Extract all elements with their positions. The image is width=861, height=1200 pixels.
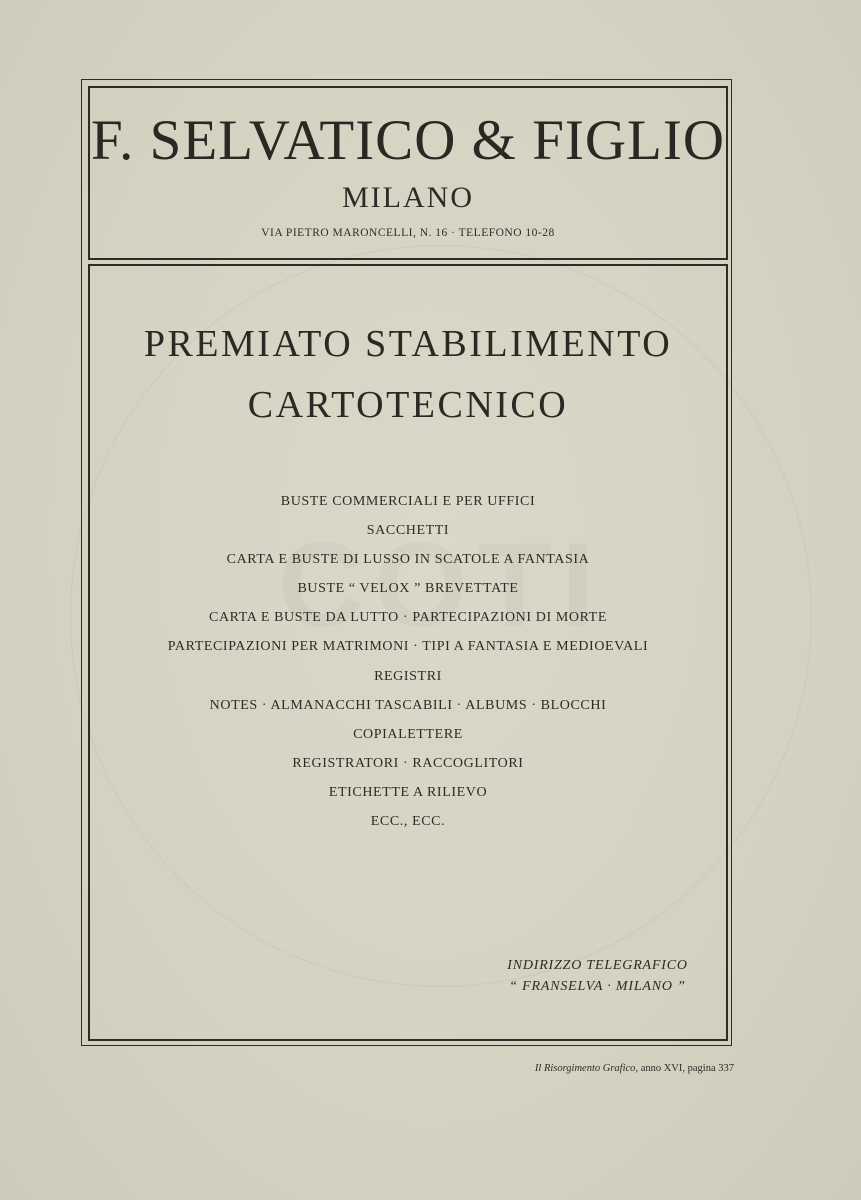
headline-line-1: PREMIATO STABILIMENTO	[143, 323, 673, 365]
product-list	[0, 494, 816, 843]
product-item: BUSTE “ VELOX ” BREVETTATE	[297, 581, 519, 597]
product-item: SACCHETTI	[366, 523, 450, 539]
issue-info: anno XVI, pagina 337	[640, 1063, 734, 1074]
product-item: NOTES · ALMANACCHI TASCABILI · ALBUMS · BLOCCHI	[209, 697, 607, 713]
city-name: MILANO	[342, 181, 474, 214]
product-item: REGISTRI	[374, 668, 442, 684]
company-name: F. SELVATICO & FIGLIO	[90, 109, 726, 172]
telegraph-block	[440, 958, 755, 1000]
headline-line-2: CARTOTECNICO	[247, 384, 569, 426]
page-footer	[535, 1064, 734, 1075]
product-item: ETICHETTE A RILIEVO	[328, 784, 488, 800]
product-item: CARTA E BUSTE DI LUSSO IN SCATOLE A FANTASIA	[226, 552, 590, 568]
company-address: VIA PIETRO MARONCELLI, N. 16 · TELEFONO 10-28	[261, 227, 555, 239]
product-item: BUSTE COMMERCIALI E PER UFFICI	[280, 494, 536, 509]
telegraph-address: “ FRANSELVA · MILANO ”	[509, 979, 686, 994]
product-item: ECC., ECC.	[370, 814, 446, 830]
product-item: COPIALETTERE	[353, 726, 463, 742]
telegraph-label: INDIRIZZO TELEGRAFICO	[507, 958, 688, 973]
product-item: PARTECIPAZIONI PER MATRIMONI · TIPI A FANTASIA E MEDIOEVALI	[167, 639, 649, 655]
publication-title: Il Risorgimento Grafico,	[534, 1063, 639, 1074]
product-item: REGISTRATORI · RACCOGLITORI	[292, 755, 524, 771]
product-item: CARTA E BUSTE DA LUTTO · PARTECIPAZIONI DI MORTE	[209, 610, 607, 626]
